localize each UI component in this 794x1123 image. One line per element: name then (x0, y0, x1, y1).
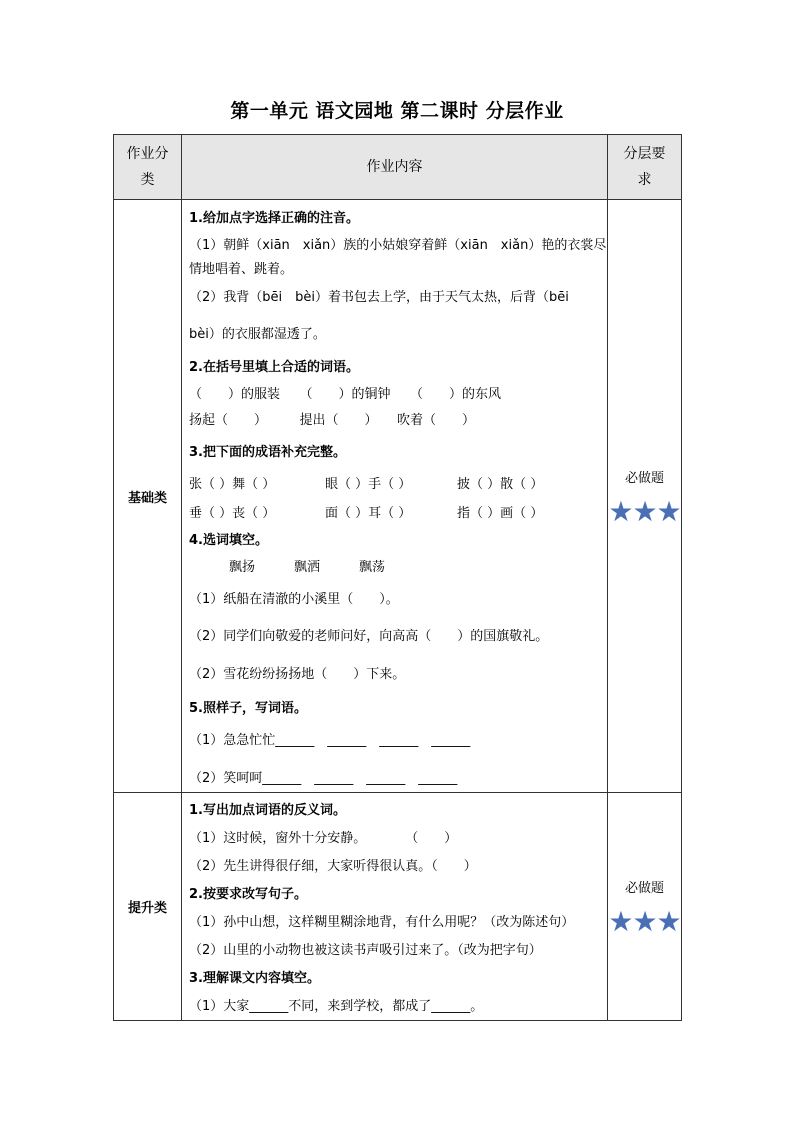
question-title: 1.写出加点词语的反义词。 (189, 803, 346, 818)
question-line: （2）雪花纷纷扬扬地（ ）下来。 (189, 667, 406, 682)
homework-table (113, 134, 682, 1021)
question-line: （1）大家______不同，来到学校，都成了______。 (189, 999, 484, 1014)
star-rating-icon: ★★★ (608, 905, 681, 938)
question-title: 5.照样子，写词语。 (189, 701, 307, 716)
question-line: （1）这时候，窗外十分安静。 （ ） (189, 831, 458, 846)
question-line: （2）我背（bēi bèi）着书包去上学，由于天气太热，后背（bēi (189, 290, 569, 305)
idiom-row: 垂（ ）丧（ ） 面（ ）耳（ ） 指（ ）画（ ） (189, 506, 544, 521)
basic-row (114, 200, 682, 793)
requirement-basic: 必做题 ★★★ (608, 200, 682, 793)
question-line: （2）先生讲得很仔细，大家听得很认真。（ ） (189, 859, 477, 874)
question-line: （2）同学们向敬爱的老师问好，向高高（ ）的国旗敬礼。 (189, 629, 549, 644)
question-title: 2.在括号里填上合适的词语。 (189, 360, 359, 375)
header-content: 作业内容 (182, 135, 608, 200)
question-line: （ ）的服装 （ ）的铜钟 （ ）的东风 (189, 387, 502, 402)
header-category: 作业分 类 (114, 135, 182, 200)
question-title: 4.选词填空。 (189, 533, 268, 548)
question-line: （1）孙中山想，这样糊里糊涂地背，有什么用呢？（改为陈述句） (189, 915, 575, 930)
advanced-content (182, 793, 608, 1021)
question-line: （1）纸船在清澈的小溪里（ ）。 (189, 592, 399, 607)
category-advanced: 提升类 (114, 793, 182, 1021)
question-title: 3.理解课文内容填空。 (189, 971, 320, 986)
basic-content (182, 200, 608, 793)
requirement-advanced: 必做题 ★★★ (608, 793, 682, 1021)
star-rating-icon: ★★★ (608, 494, 681, 528)
question-line: （2）笑呵呵______ ______ ______ ______ (189, 771, 458, 786)
idiom-row: 张（ ）舞（ ） 眼（ ）手（ ） 披（ ）散（ ） (189, 477, 544, 492)
question-line: （2）山里的小动物也被这读书声吸引过来了。（改为把字句） (189, 943, 542, 958)
word-choices: 飘扬 飘洒 飘荡 (229, 560, 386, 575)
question-title: 2.按要求改写句子。 (189, 887, 307, 902)
header-row (114, 135, 682, 200)
question-line: （1）朝鲜（xiān xiǎn）族的小姑娘穿着鲜（xiān xiǎn）艳的衣裳尽情地唱着、跳着。 (189, 238, 607, 277)
question-line: bèi）的衣服都湿透了。 (189, 327, 326, 342)
category-basic: 基础类 (114, 200, 182, 793)
question-line: （1）急急忙忙______ ______ ______ ______ (189, 733, 471, 748)
advanced-row (114, 793, 682, 1021)
header-requirement: 分层要 求 (608, 135, 682, 200)
page-title: 第一单元 语文园地 第二课时 分层作业 (230, 100, 564, 122)
question-line: 扬起（ ） 提出（ ） 吹着（ ） (189, 413, 476, 428)
question-title: 1.给加点字选择正确的注音。 (189, 211, 359, 226)
question-title: 3.把下面的成语补充完整。 (189, 445, 346, 460)
